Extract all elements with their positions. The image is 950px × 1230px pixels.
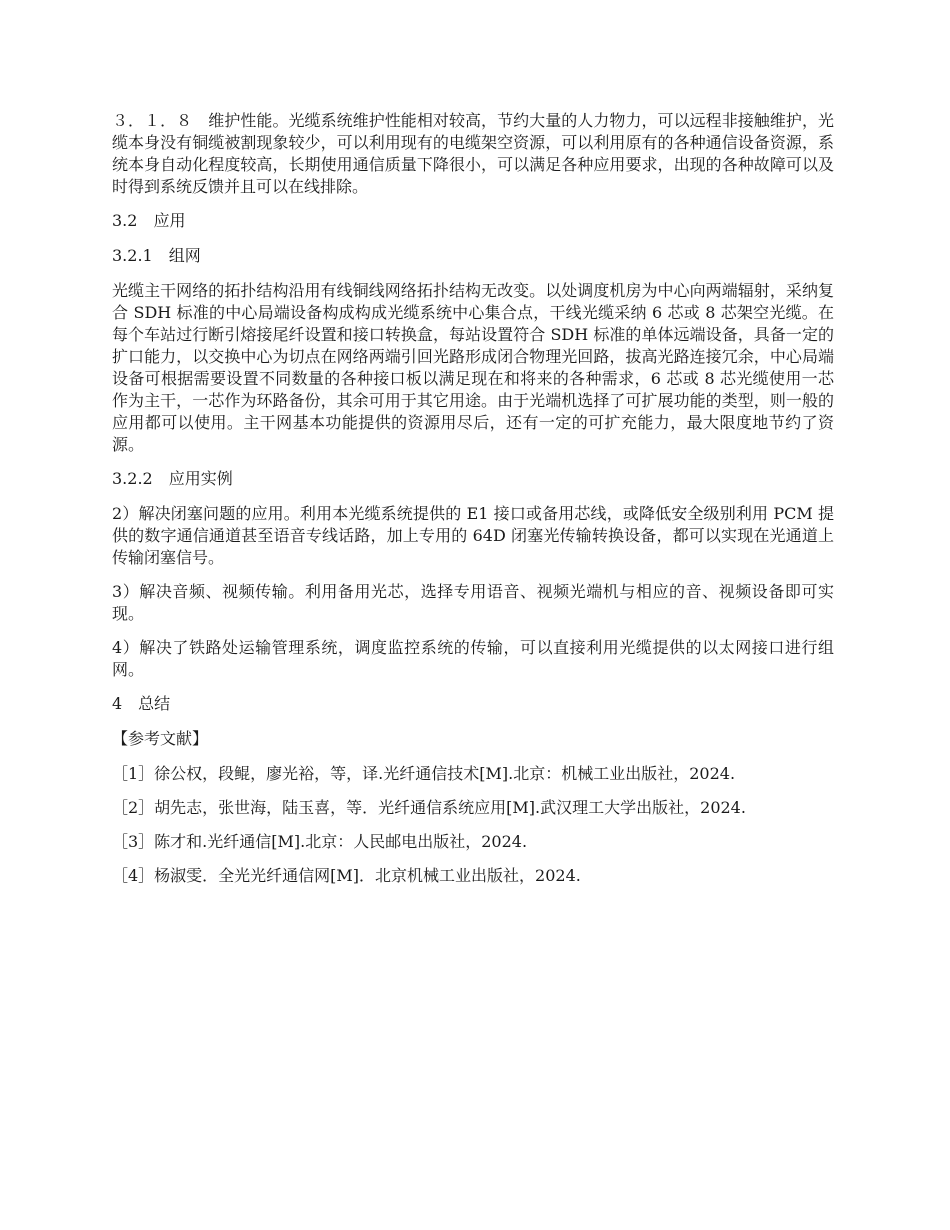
section-3-2-1-heading: 3.2.1 组网 (112, 246, 201, 265)
reference-item-1: ［1］徐公权，段鲲，廖光裕，等，译.光纤通信技术[M].北京：机械工业出版社，2024. (112, 764, 736, 783)
reference-item-2: ［2］胡先志，张世海，陆玉喜，等．光纤通信系统应用[M].武汉理工大学出版社，2024. (112, 798, 746, 817)
section-4-heading: 4 总结 (112, 694, 171, 713)
application-item-2: 2）解决闭塞问题的应用。利用本光缆系统提供的 E1 接口或备用芯线，或降低安全级别利用 PCM 提供的数字通信通道甚至语音专线话路，加上专用的 64D 闭塞光传输转换设备，都可以实现在光通道上传输闭塞信号。 (112, 504, 834, 567)
application-item-3: 3）解决音频、视频传输。利用备用光芯，选择专用语音、视频光端机与相应的音、视频设备即可实现。 (112, 582, 834, 623)
application-item-4: 4）解决了铁路处运输管理系统，调度监控系统的传输，可以直接利用光缆提供的以太网接口进行组网。 (112, 638, 834, 679)
reference-item-4: ［4］杨淑雯．全光光纤通信网[M]．北京机械工业出版社，2024. (112, 866, 581, 885)
section-3-2-heading: 3.2 应用 (112, 211, 186, 230)
section-3-2-2-heading: 3.2.2 应用实例 (112, 469, 233, 488)
section-3-1-8-paragraph: ３．１．８ 维护性能。光缆系统维护性能相对较高，节约大量的人力物力，可以远程非接触维护，光缆本身没有铜缆被割现象较少，可以利用现有的电缆架空资源，可以利用原有的各种通信设备资源，系统本身自动化程度较高，长期使用通信质量下降很小，可以满足各种应用要求，出现的各种故障可以及时得到系统反馈并且可以在线排除。 (112, 111, 834, 196)
section-3-2-1-paragraph: 光缆主干网络的拓扑结构沿用有线铜线网络拓扑结构无改变。以处调度机房为中心向两端辐射，采纳复合 SDH 标准的中心局端设备构成构成光缆系统中心集合点，干线光缆采纳 6 芯或 8 芯架空光缆。在每个车站过行断引熔接尾纤设置和接口转换盒，每站设置符合 SDH 标准的单体远端设备，具备一定的扩口能力，以交换中心为切点在网络两端引回光路形成闭合物理光回路，拔高光路连接冗余，中心局端设备可根据需要设置不同数量的各种接口板以满足现在和将来的各种需求，6 芯或 8 芯光缆使用一芯作为主干，一芯作为环路备份，其余可用于其它用途。由于光端机选择了可扩展功能的类型，则一般的应用都可以使用。主干网基本功能提供的资源用尽后，还有一定的可扩充能力，最大限度地节约了资源。 (112, 281, 834, 454)
document-page (112, 110, 834, 899)
references-heading: 【参考文献】 (112, 729, 209, 748)
reference-item-3: ［3］陈才和.光纤通信[M].北京：人民邮电出版社，2024. (112, 832, 528, 851)
